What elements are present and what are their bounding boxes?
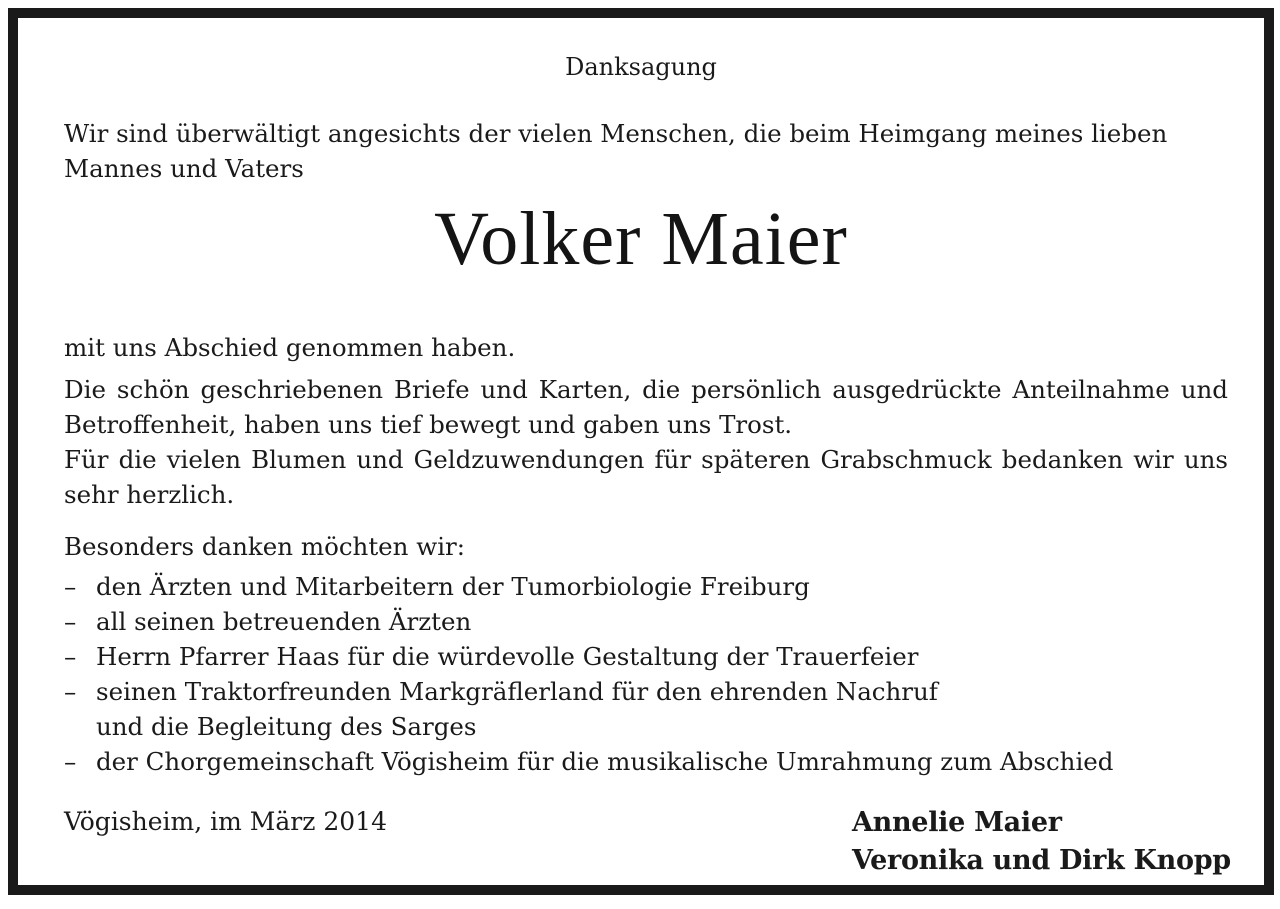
list-item-text: all seinen betreuenden Ärzten bbox=[96, 607, 472, 636]
flowers-paragraph: Für die vielen Blumen und Geldzuwendungen für späteren Grabschmuck bedanken wir uns sehr herzlich. bbox=[64, 445, 1228, 509]
list-item bbox=[64, 639, 1228, 674]
dash-bullet: – bbox=[64, 607, 77, 636]
list-item bbox=[64, 744, 1228, 779]
signers-block bbox=[852, 804, 1231, 880]
list-item-text: den Ärzten und Mitarbeitern der Tumorbiologie Freiburg bbox=[96, 572, 810, 601]
signer-name: Veronika und Dirk Knopp bbox=[852, 845, 1231, 876]
dash-bullet: – bbox=[64, 572, 77, 601]
list-item-text: der Chorgemeinschaft Vögisheim für die musikalische Umrahmung zum Abschied bbox=[96, 747, 1114, 776]
list-item-text-continuation: und die Begleitung des Sarges bbox=[96, 712, 477, 741]
intro-text: Wir sind überwältigt angesichts der vielen Menschen, die beim Heimgang meines lieben Mannes und Vaters bbox=[64, 119, 1168, 183]
farewell-text: mit uns Abschied genommen haben. bbox=[64, 333, 516, 362]
list-item bbox=[64, 604, 1228, 639]
special-thanks-list bbox=[64, 569, 1228, 779]
list-item bbox=[64, 569, 1228, 604]
list-item-text: Herrn Pfarrer Haas für die würdevolle Gestaltung der Trauerfeier bbox=[96, 642, 919, 671]
notice-heading: Danksagung bbox=[565, 53, 717, 81]
list-item bbox=[64, 674, 1228, 744]
special-thanks-intro: Besonders danken möchten wir: bbox=[64, 532, 466, 561]
signer-name: Annelie Maier bbox=[852, 807, 1062, 838]
obituary-notice-frame bbox=[8, 8, 1274, 895]
list-item-text: seinen Traktorfreunden Markgräflerland für den ehrenden Nachruf bbox=[96, 677, 938, 706]
dash-bullet: – bbox=[64, 677, 77, 706]
dash-bullet: – bbox=[64, 642, 77, 671]
deceased-name: Volker Maier bbox=[434, 197, 848, 281]
dash-bullet: – bbox=[64, 747, 77, 776]
place-and-date: Vögisheim, im März 2014 bbox=[64, 807, 387, 836]
letters-paragraph: Die schön geschriebenen Briefe und Karten, die persönlich ausgedrückte Anteilnahme und Betroffenheit, haben uns tief bewegt und gaben uns Trost. bbox=[64, 375, 1228, 439]
